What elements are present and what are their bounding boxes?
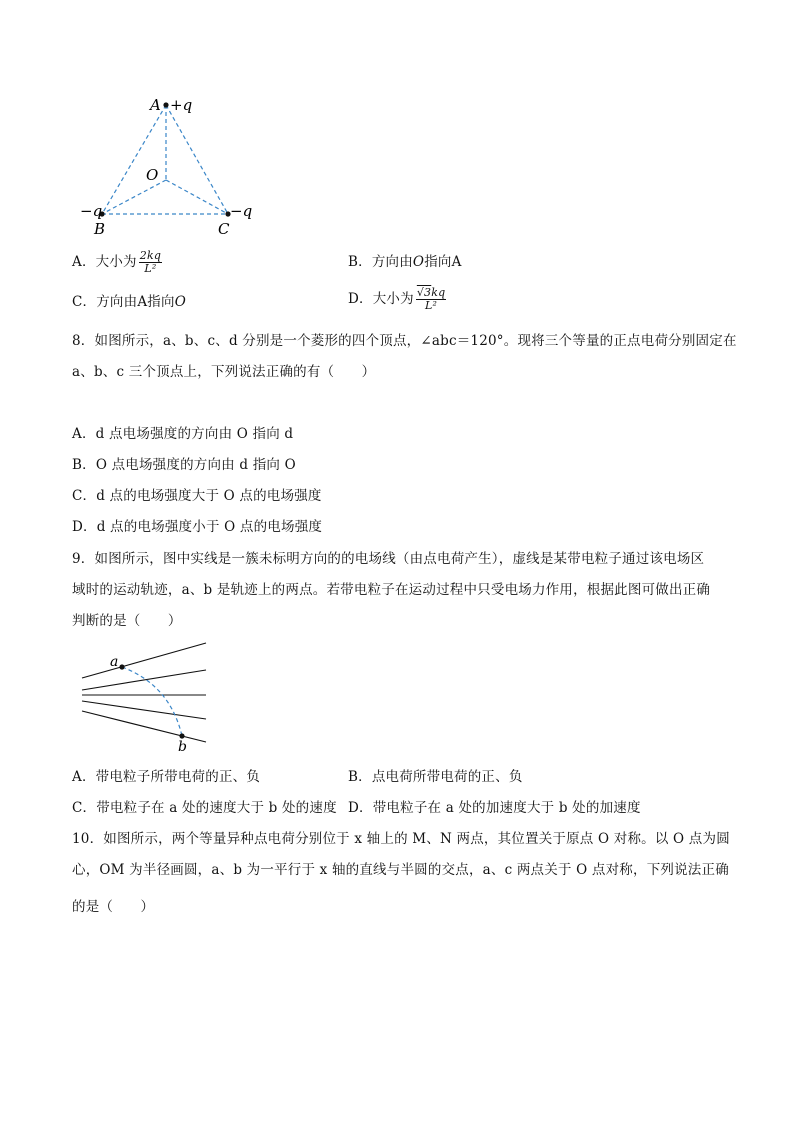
label-minus-q-right: −q bbox=[230, 202, 253, 220]
label-b: b bbox=[178, 739, 187, 755]
q8-stem-line2: a、b、c 三个顶点上，下列说法正确的有（ ） bbox=[72, 364, 376, 380]
q9-stem-line1: 9．如图所示，图中实线是一簇未标明方向的的电场线（由点电荷产生），虚线是某带电粒子通过该电场区 bbox=[72, 551, 705, 567]
q7-option-b-O: O bbox=[412, 254, 425, 270]
q8-option-d: D．d 点的电场强度小于 O 点的电场强度 bbox=[72, 519, 323, 535]
q10-stem-line3: 的是（ ） bbox=[72, 899, 155, 915]
field-lines-figure bbox=[76, 640, 216, 755]
label-a: a bbox=[110, 654, 119, 670]
q7-option-b-prefix: B．方向由 bbox=[348, 254, 413, 270]
q7-option-a bbox=[72, 250, 164, 275]
fraction-denominator: L² bbox=[425, 299, 438, 312]
q7-option-b-suffix: 指向A bbox=[424, 254, 462, 270]
q8-option-b: B．O 点电场强度的方向由 d 指向 O bbox=[72, 457, 296, 473]
fraction-numerator: 2kq bbox=[139, 249, 162, 262]
particle-trajectory bbox=[122, 667, 182, 736]
label-B: B bbox=[94, 220, 106, 238]
q9-stem-line2: 域时的运动轨迹，a、b 是轨迹上的两点。若带电粒子在运动过程中只受电场力作用，根据此图可做出正确 bbox=[72, 582, 711, 598]
label-plus-q: +q bbox=[170, 96, 193, 114]
q7-option-b bbox=[348, 253, 462, 271]
q10-stem-line2: 心，OM 为半径画圆，a、b 为一平行于 x 轴的直线与半圆的交点，a、c 两点关于 O 点对称，下列说法正确 bbox=[72, 862, 729, 878]
label-A: A bbox=[150, 96, 161, 114]
fraction-denominator: L² bbox=[144, 262, 157, 275]
charge-point-A bbox=[163, 102, 168, 107]
label-O: O bbox=[146, 166, 159, 184]
field-line-5 bbox=[82, 711, 206, 742]
q7-option-d bbox=[348, 287, 448, 312]
label-minus-q-left: −q bbox=[80, 202, 103, 220]
point-b bbox=[179, 733, 184, 738]
q9-stem-line3: 判断的是（ ） bbox=[72, 613, 182, 629]
q9-option-b: B．点电荷所带电荷的正、负 bbox=[348, 769, 523, 785]
q7-option-c bbox=[72, 293, 186, 311]
q10-stem-line1: 10．如图所示，两个等量异种点电荷分别位于 x 轴上的 M、N 两点，其位置关于原点 O 对称。以 O 点为圆 bbox=[72, 831, 730, 847]
q8-stem-line1: 8．如图所示，a、b、c、d 分别是一个菱形的四个顶点，∠abc＝120°。现将三个等量的正点电荷分别固定在 bbox=[72, 333, 737, 349]
fraction-2kq-over-L2 bbox=[139, 250, 162, 275]
kq-text: kq bbox=[431, 286, 446, 299]
sqrt-3: √3 bbox=[416, 286, 432, 299]
q8-option-a: A．d 点电场强度的方向由 O 指向 d bbox=[72, 426, 294, 442]
label-C: C bbox=[218, 220, 230, 238]
q7-option-c-prefix: C．方向由A指向 bbox=[72, 294, 175, 310]
field-line-4 bbox=[82, 701, 206, 719]
q9-option-a: A．带电粒子所带电荷的正、负 bbox=[72, 769, 261, 785]
fraction-sqrt3kq-over-L2 bbox=[416, 287, 447, 312]
q7-option-a-text: A．大小为 bbox=[72, 254, 137, 270]
q9-option-d: D．带电粒子在 a 处的加速度大于 b 处的加速度 bbox=[348, 800, 641, 816]
point-a bbox=[119, 664, 124, 669]
q9-option-c: C．带电粒子在 a 处的速度大于 b 处的速度 bbox=[72, 800, 337, 816]
q7-option-d-prefix: D．大小为 bbox=[348, 291, 414, 307]
q8-option-c: C．d 点的电场强度大于 O 点的电场强度 bbox=[72, 488, 322, 504]
q7-option-c-O: O bbox=[174, 294, 186, 310]
triangle-charge-figure bbox=[70, 92, 270, 242]
